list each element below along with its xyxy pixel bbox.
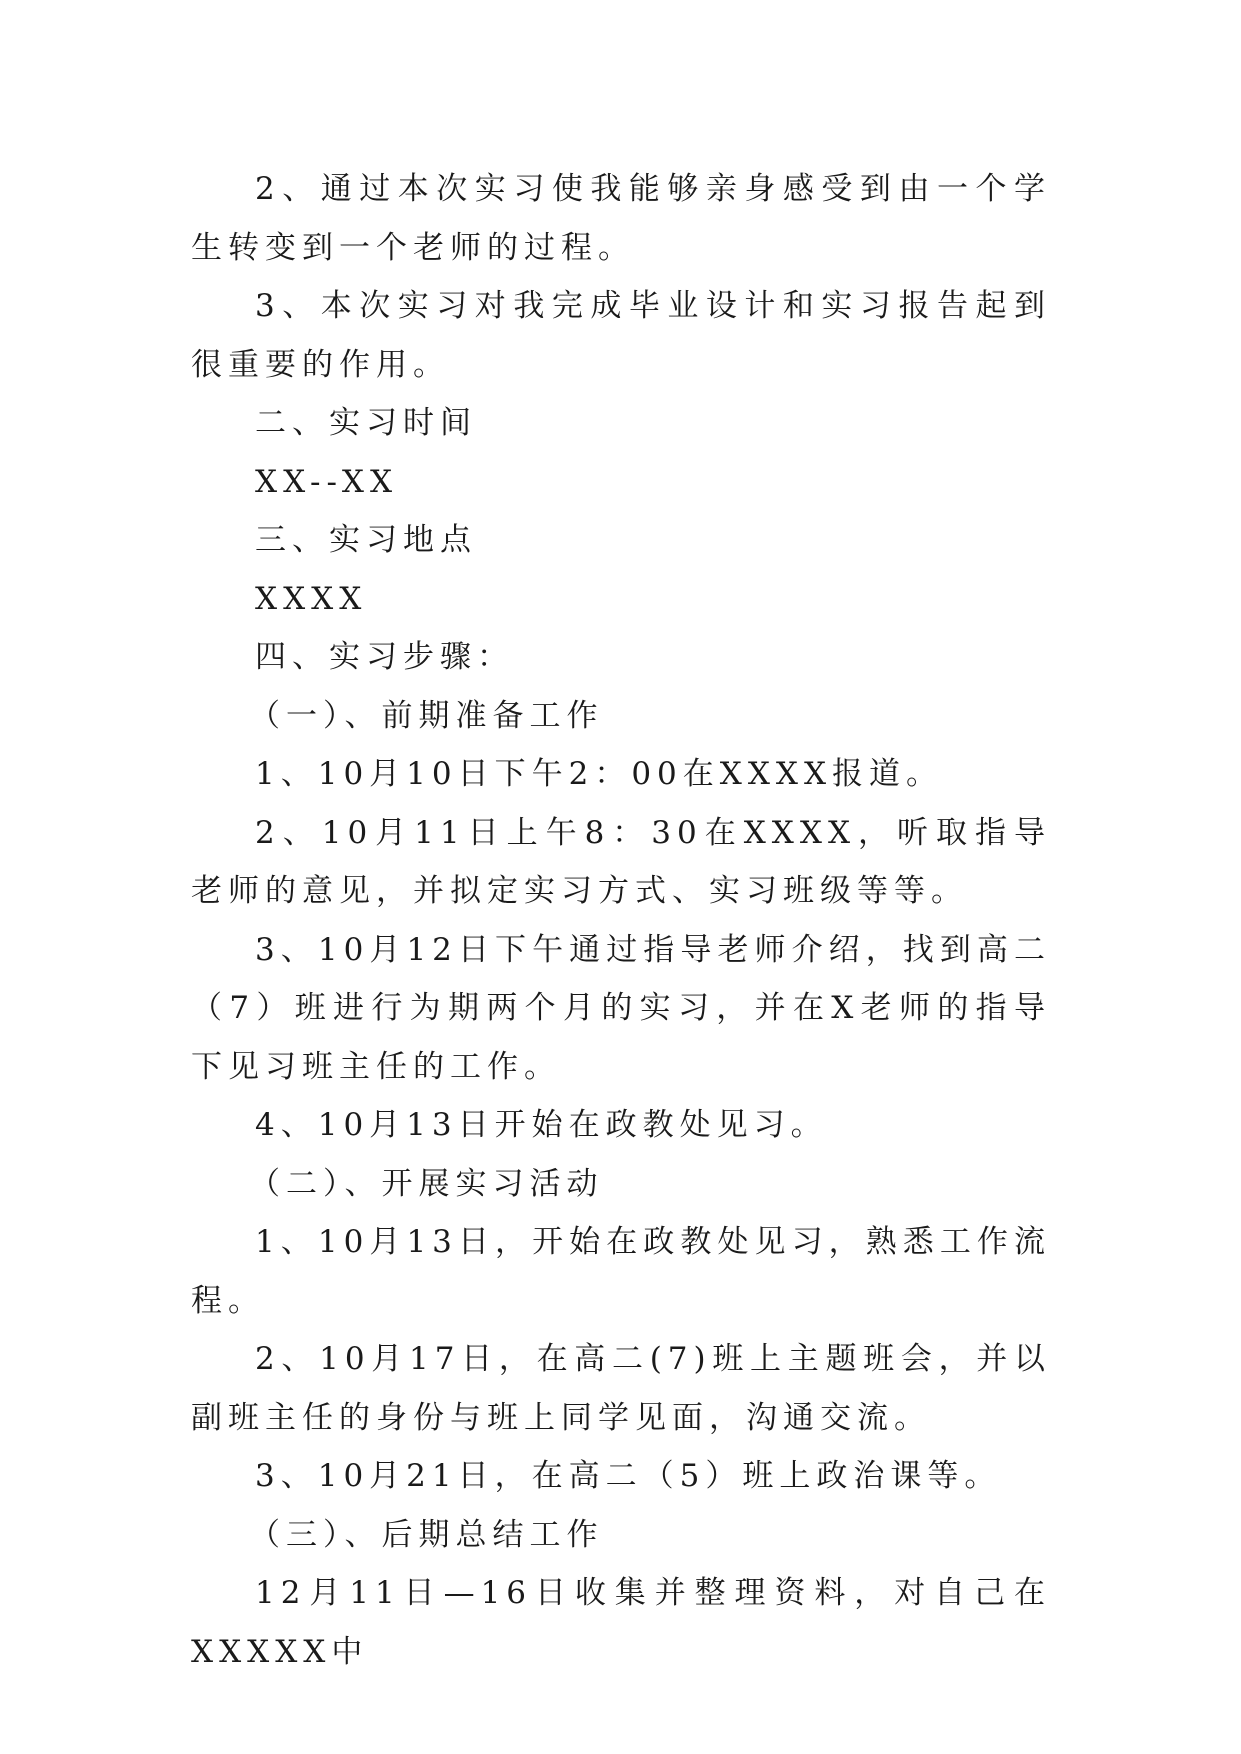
paragraph: 2、通过本次实习使我能够亲身感受到由一个学生转变到一个老师的过程。 — [191, 171, 1051, 266]
paragraph: 1、10月10日下午2：00在XXXX报道。 — [255, 756, 944, 792]
subsection-heading: （一）、前期准备工作 — [249, 697, 604, 734]
paragraph: 4、10月13日开始在政教处见习。 — [255, 1107, 828, 1143]
document-body — [191, 160, 1051, 1681]
paragraph: 3、10月12日下午通过指导老师介绍，找到高二（7）班进行为期两个月的实习，并在X老师的指导下见习班主任的工作。 — [191, 931, 1051, 1085]
paragraph: 3、10月21日，在高二（5）班上政治课等。 — [255, 1458, 1002, 1494]
paragraph: 12月11日—16日收集并整理资料，对自己在XXXXX中 — [191, 1575, 1051, 1670]
paragraph: 2、10月11日上午8：30在XXXX，听取指导老师的意见，并拟定实习方式、实习班级等等。 — [191, 814, 1051, 909]
paragraph: XXXX — [255, 580, 368, 617]
paragraph: 1、10月13日，开始在政教处见习，熟悉工作流程。 — [191, 1224, 1051, 1319]
subsection-heading: （二）、开展实习活动 — [249, 1165, 604, 1202]
paragraph: XX--XX — [255, 463, 399, 500]
section-heading: 二、实习时间 — [255, 405, 477, 441]
section-heading: 四、实习步骤： — [255, 639, 514, 675]
paragraph: 3、本次实习对我完成毕业设计和实习报告起到很重要的作用。 — [191, 288, 1051, 383]
subsection-heading: （三）、后期总结工作 — [249, 1516, 604, 1553]
section-heading: 三、实习地点 — [255, 522, 477, 558]
paragraph: 2、10月17日，在高二(7)班上主题班会，并以副班主任的身份与班上同学见面，沟通交流。 — [191, 1341, 1051, 1436]
